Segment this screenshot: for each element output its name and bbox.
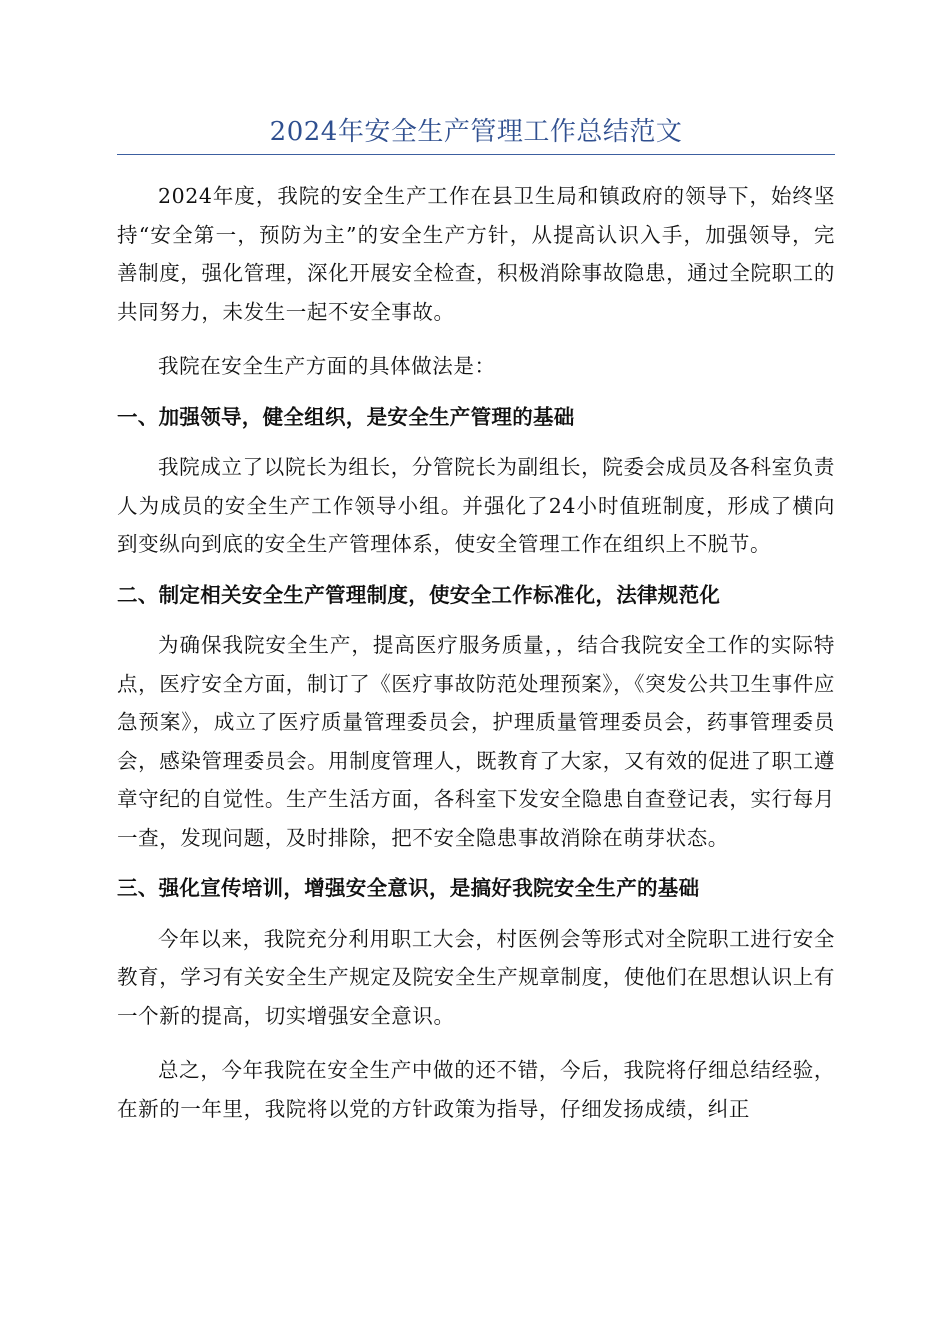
- document-page: [117, 112, 835, 1128]
- spacer: [117, 1035, 835, 1051]
- spacer: [117, 436, 835, 448]
- section-body-1: 我院成立了以院长为组长，分管院长为副组长，院委会成员及各科室负责人为成员的安全生产工作领导小组。并强化了24小时值班制度，形成了横向到变纵向到底的安全生产管理体系，使安全管理工作在组织上不脱节。: [117, 455, 835, 556]
- spacer: [117, 564, 835, 576]
- spacer: [117, 614, 835, 626]
- section-body-2: 为确保我院安全生产，提高医疗服务质量，，结合我院安全工作的实际特点，医疗安全方面，制订了《医疗事故防范处理预案》，《突发公共卫生事件应急预案》，成立了医疗质量管理委员会，护理质量管理委员会，药事管理委员会，感染管理委员会。用制度管理人，既教育了大家，又有效的促进了职工遵章守纪的自觉性。生产生活方面，各科室下发安全隐患自查登记表，实行每月一查，发现问题，及时排除，把不安全隐患事故消除在萌芽状态。: [117, 633, 835, 850]
- document-title: 2024年安全生产管理工作总结范文: [117, 112, 835, 155]
- section-heading-2: 二、制定相关安全生产管理制度，使安全工作标准化，法律规范化: [117, 582, 721, 607]
- spacer: [117, 155, 835, 177]
- spacer: [117, 908, 835, 920]
- spacer: [117, 386, 835, 398]
- section-heading-1: 一、加强领导，健全组织，是安全生产管理的基础: [117, 404, 575, 429]
- spacer: [117, 857, 835, 869]
- spacer: [117, 331, 835, 347]
- intro-paragraph: 2024年度，我院的安全生产工作在县卫生局和镇政府的领导下，始终坚持“安全第一，预防为主”的安全生产方针，从提高认识入手，加强领导，完善制度，强化管理，深化开展安全检查，积极消除事故隐患，通过全院职工的共同努力，未发生一起不安全事故。: [117, 184, 835, 324]
- section-body-3: 今年以来，我院充分利用职工大会，村医例会等形式对全院职工进行安全教育，学习有关安全生产规定及院安全生产规章制度，使他们在思想认识上有一个新的提高，切实增强安全意识。: [117, 926, 835, 1028]
- lead-in-paragraph: 我院在安全生产方面的具体做法是：: [158, 354, 496, 378]
- section-heading-3: 三、强化宣传培训，增强安全意识，是搞好我院安全生产的基础: [117, 876, 700, 900]
- conclusion-paragraph: 总之，今年我院在安全生产中做的还不错，今后，我院将仔细总结经验，在新的一年里，我院将以党的方针政策为指导，仔细发扬成绩，纠正: [117, 1058, 835, 1121]
